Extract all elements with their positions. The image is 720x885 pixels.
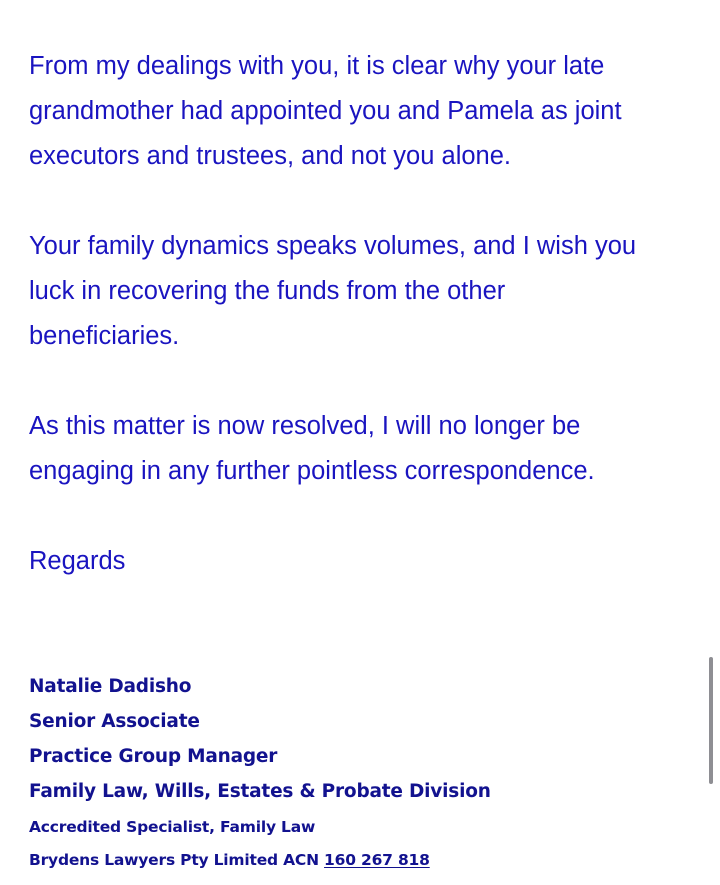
paragraph-line: beneficiaries. [29,322,180,350]
email-paragraph [29,44,622,179]
paragraph-line: grandmother had appointed you and Pamela as joint [29,97,622,125]
email-paragraph [29,224,636,359]
firm-name: Brydens Lawyers Pty Limited ACN [29,851,325,869]
paragraph-line: luck in recovering the funds from the other [29,277,506,305]
paragraph-line: As this matter is now resolved, I will no longer be [29,412,581,440]
paragraph-line: executors and trustees, and not you alone. [29,142,511,170]
scrollbar-thumb[interactable] [709,657,713,784]
paragraph-line: Your family dynamics speaks volumes, and I wish you [29,232,637,260]
signature-division: Family Law, Wills, Estates & Probate Division [29,781,491,802]
email-paragraph [29,404,595,494]
signoff-text: Regards [29,547,126,575]
email-signoff [29,539,125,584]
signature-firm [29,851,430,869]
paragraph-line: From my dealings with you, it is clear why your late [29,52,605,80]
acn-link[interactable]: 160 267 818 [324,851,430,869]
signature-accreditation: Accredited Specialist, Family Law [29,818,316,836]
paragraph-line: engaging in any further pointless correspondence. [29,457,595,485]
signature-name: Natalie Dadisho [29,676,192,697]
signature-title: Senior Associate [29,711,200,732]
signature-role: Practice Group Manager [29,746,278,767]
